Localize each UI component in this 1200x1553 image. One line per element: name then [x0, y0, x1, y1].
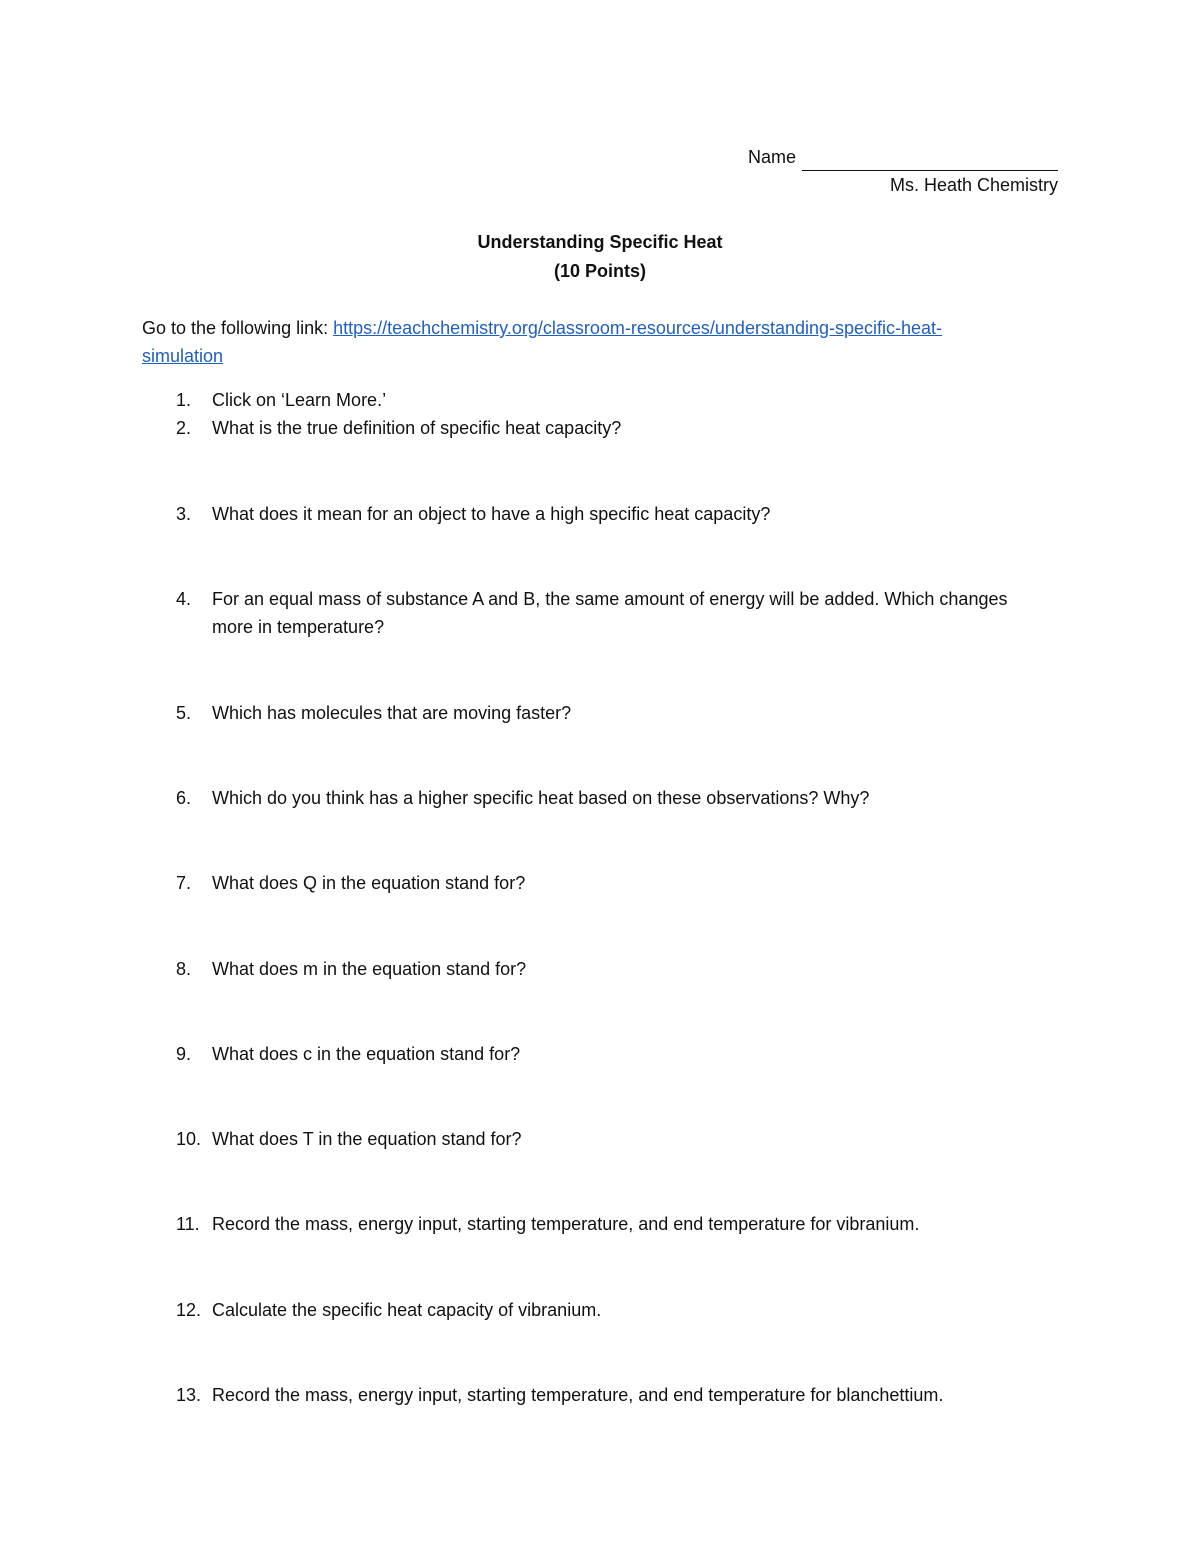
question-text: For an equal mass of substance A and B, the same amount of energy will be added. Which changes more in temperature? — [212, 589, 1008, 637]
link-part-2: simulation — [142, 346, 224, 366]
question-item — [176, 1125, 1036, 1153]
question-item — [176, 1296, 1036, 1324]
question-item — [176, 500, 1036, 528]
question-item — [176, 784, 1036, 812]
question-text: Which has molecules that are moving faster? — [212, 703, 572, 723]
question-text: Record the mass, energy input, starting temperature, and end temperature for vibranium. — [212, 1214, 920, 1234]
title-block — [0, 228, 1200, 286]
question-number: 5. — [176, 703, 192, 723]
question-text: What does c in the equation stand for? — [212, 1044, 521, 1064]
question-number: 6. — [176, 788, 192, 808]
question-number: 7. — [176, 873, 192, 893]
question-text: What does T in the equation stand for? — [212, 1129, 522, 1149]
question-text: What is the true definition of specific heat capacity? — [212, 418, 622, 438]
question-item — [176, 1210, 1036, 1238]
header-block — [748, 143, 1058, 199]
question-text: Which do you think has a higher specific heat based on these observations? Why? — [212, 788, 870, 808]
question-text: Calculate the specific heat capacity of vibranium. — [212, 1300, 602, 1320]
name-label: Name — [747, 147, 796, 167]
question-text: What does Q in the equation stand for? — [212, 873, 526, 893]
question-number: 13. — [176, 1385, 202, 1405]
page-title: Understanding Specific Heat — [477, 232, 723, 252]
question-number: 1. — [176, 390, 192, 410]
question-number: 12. — [176, 1300, 202, 1320]
question-item — [176, 1040, 1036, 1068]
intro-paragraph — [142, 314, 1052, 370]
question-item — [176, 414, 1036, 442]
question-number: 9. — [176, 1044, 192, 1064]
question-text: What does it mean for an object to have a high specific heat capacity? — [212, 504, 771, 524]
name-blank-line — [802, 150, 1058, 171]
question-number: 10. — [176, 1129, 202, 1149]
question-number: 11. — [176, 1214, 200, 1234]
class-line: Ms. Heath Chemistry — [889, 175, 1058, 195]
question-item — [176, 1381, 1036, 1409]
question-item — [176, 869, 1036, 897]
question-item — [176, 699, 1036, 727]
question-text: Click on ‘Learn More.’ — [212, 390, 387, 410]
question-item — [176, 386, 1036, 414]
question-number: 2. — [176, 418, 192, 438]
question-number: 4. — [176, 589, 192, 609]
question-item — [176, 585, 1036, 641]
question-text: What does m in the equation stand for? — [212, 959, 527, 979]
name-line — [748, 143, 1058, 171]
points-label: (10 Points) — [553, 261, 646, 281]
intro-prefix: Go to the following link: — [142, 318, 334, 338]
question-number: 8. — [176, 959, 192, 979]
question-item — [176, 955, 1036, 983]
question-text: Record the mass, energy input, starting temperature, and end temperature for blanchettium. — [212, 1385, 944, 1405]
question-number: 3. — [176, 504, 192, 524]
link-part-1: https://teachchemistry.org/classroom-resources/understanding-specific-heat- — [333, 318, 943, 338]
